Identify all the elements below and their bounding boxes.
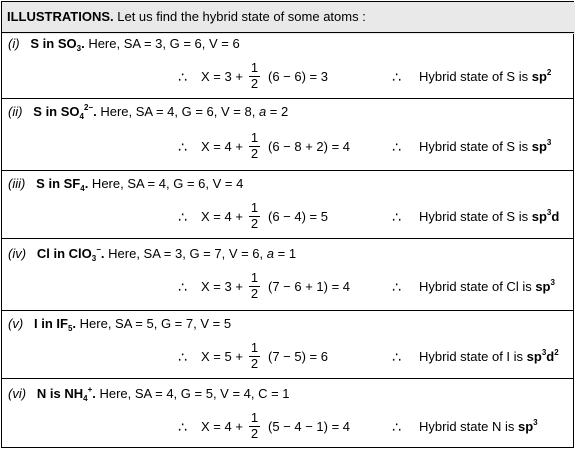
item-statement — [8, 36, 240, 52]
therefore-symbol: ∴ — [178, 349, 187, 365]
item-statement — [8, 386, 290, 402]
calc-rhs: (5 − 4 − 1) = 4 — [268, 419, 351, 434]
divider — [1, 378, 574, 379]
heading-rest: Let us find the hybrid state of some atoms : — [113, 9, 366, 24]
fraction-half: $\frac{1}{2}$ — [250, 60, 259, 91]
fraction-half: $\frac{1}{2}$ — [250, 130, 259, 161]
hybrid-result: Hybrid state of I is $sp^3d^2$ — [419, 348, 559, 364]
therefore-symbol: ∴ — [178, 69, 187, 85]
item-number: (vi) — [8, 386, 27, 401]
item-statement: (iv) Cl in ClO$_3$−. Here, SA = 3, G = 7, V = 6, a = 1 — [8, 245, 297, 263]
species: N is $NH_4^+$. — [36, 385, 96, 403]
heading-bold: ILLUSTRATIONS. — [7, 9, 114, 24]
item-statement — [8, 176, 243, 192]
therefore-symbol: ∴ — [392, 139, 401, 155]
calc-rhs: (6 − 6) = 3 — [268, 69, 328, 84]
item-number: (v) — [8, 316, 24, 331]
fraction-half: $\frac{1}{2}$ — [250, 340, 259, 371]
species: S in $SF_4$. — [36, 176, 89, 193]
calc-lhs: X = 5 + — [201, 349, 243, 364]
therefore-symbol: ∴ — [178, 139, 187, 155]
item-params: Here, SA = 3, G = 6, V = 6 — [84, 36, 240, 51]
item-params: Here, SA = 4, G = 5, V = 4, C = 1 — [95, 386, 290, 401]
calc-lhs: X = 4 + — [201, 139, 243, 154]
divider — [1, 98, 574, 99]
calc-rhs: (7 − 6 + 1) = 4 — [268, 279, 351, 294]
therefore-symbol: ∴ — [392, 279, 401, 295]
therefore-symbol: ∴ — [392, 419, 401, 435]
divider — [1, 32, 574, 33]
fraction-half: $\frac{1}{2}$ — [250, 270, 259, 301]
calc-lhs: X = 3 + — [201, 69, 243, 84]
calc-rhs: (6 − 8 + 2) = 4 — [268, 139, 351, 154]
hybrid-result: Hybrid state N is $sp^3$ — [419, 418, 538, 434]
fraction-half: $\frac{1}{2}$ — [250, 410, 259, 441]
therefore-symbol: ∴ — [178, 419, 187, 435]
item-statement: (ii) S in $SO_4^{2-}$. Here, SA = 4, G = 6, V = 8, a = 2 — [8, 103, 289, 121]
therefore-symbol: ∴ — [392, 69, 401, 85]
therefore-symbol: ∴ — [178, 279, 187, 295]
item-number: (iii) — [8, 176, 26, 191]
species: I in $IF_5$. — [34, 316, 77, 333]
hybrid-result: Hybrid state of S is $sp^3$ — [419, 138, 552, 154]
calc-lhs: X = 4 + — [201, 209, 243, 224]
calc-lhs: X = 3 + — [201, 279, 243, 294]
item-params: Here, SA = 5, G = 7, V = 5 — [76, 316, 232, 331]
item-number: (iv) — [8, 246, 27, 261]
divider — [1, 310, 574, 311]
hybrid-result: Hybrid state of S is $sp^3d$ — [419, 208, 560, 224]
item-params: Here, SA = 3, G = 7, V = 6, — [104, 246, 267, 261]
item-params: Here, SA = 4, G = 6, V = 8, — [96, 104, 259, 119]
species: S in $SO_4^{2-}$. — [33, 103, 97, 121]
item-params: Here, SA = 4, G = 6, V = 4 — [88, 176, 244, 191]
item-statement — [8, 316, 231, 332]
calc-rhs: (6 − 4) = 5 — [268, 209, 328, 224]
therefore-symbol: ∴ — [178, 209, 187, 225]
therefore-symbol: ∴ — [392, 349, 401, 365]
illustrations-heading — [7, 9, 366, 25]
hybrid-result: Hybrid state of Cl is $sp^3$ — [419, 278, 555, 294]
calc-rhs: (7 − 5) = 6 — [268, 349, 328, 364]
divider — [1, 238, 574, 239]
calc-lhs: X = 4 + — [201, 419, 243, 434]
species: S in $SO_3$. — [30, 36, 85, 53]
item-number: (ii) — [8, 104, 23, 119]
therefore-symbol: ∴ — [392, 209, 401, 225]
hybrid-result: Hybrid state of S is $sp^2$ — [419, 68, 552, 84]
item-number: (i) — [8, 36, 20, 51]
species: Cl in ClO$_3$−. — [36, 245, 105, 263]
divider — [1, 170, 574, 171]
fraction-half: $\frac{1}{2}$ — [250, 200, 259, 231]
